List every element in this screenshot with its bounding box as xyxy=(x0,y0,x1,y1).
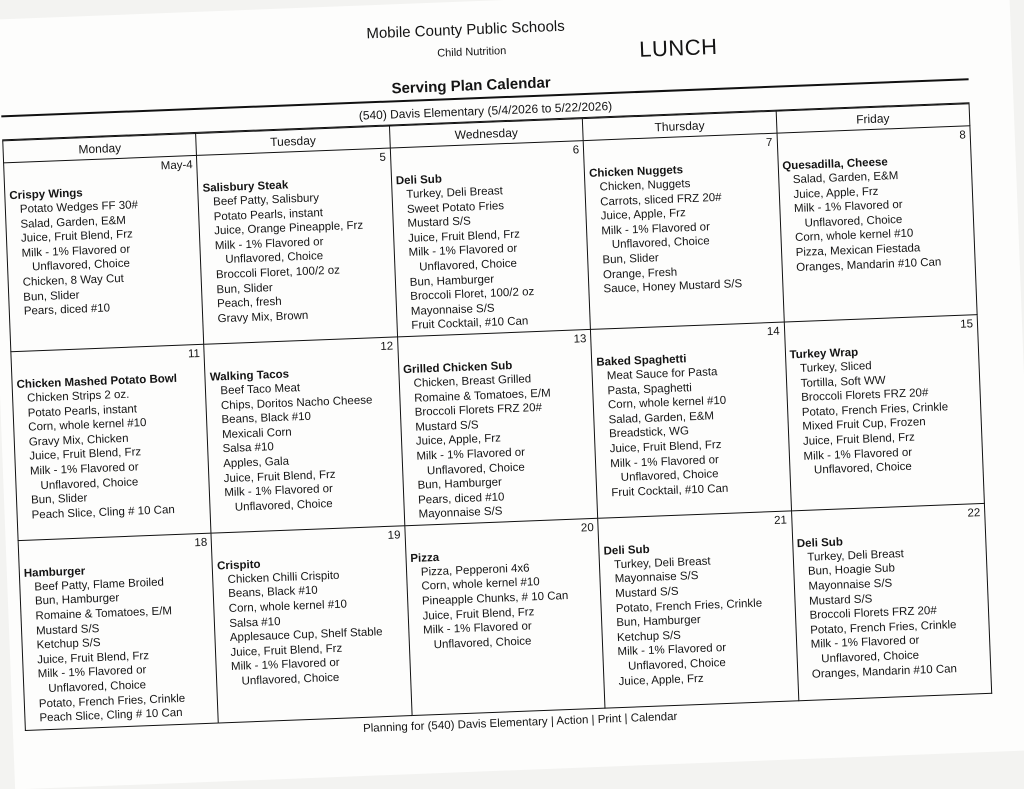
menu-item: Bun, Hamburger xyxy=(34,592,120,608)
calendar-day-cell xyxy=(405,518,606,715)
menu-item: Broccoli Floret, 100/2 oz xyxy=(215,264,341,282)
menu-item: Unflavored, Choice xyxy=(433,635,532,652)
calendar-day-cell xyxy=(791,503,992,700)
weekday-header: Friday xyxy=(776,104,970,133)
menu-item: Potato Pearls, instant xyxy=(213,206,324,223)
menu-item: Chicken Chilli Crispito xyxy=(227,569,340,586)
menu-item-list xyxy=(17,385,206,523)
menu-item: Mayonnaise S/S xyxy=(614,570,699,586)
menu-item: Unflavored, Choice xyxy=(40,475,139,492)
menu-item: Beef Patty, Salisbury xyxy=(212,192,320,209)
entree-name: Deli Sub xyxy=(796,536,844,551)
calendar-week-row xyxy=(11,315,985,541)
entree-name: Turkey Wrap xyxy=(789,346,859,362)
menu-item: Potato, French Fries, Crinkle xyxy=(801,400,949,419)
menu-item: Broccoli Floret, 100/2 oz xyxy=(410,286,535,303)
day-number: May-4 xyxy=(160,159,193,173)
menu-item: Milk - 1% Flavored or xyxy=(793,199,903,216)
calendar-table xyxy=(2,103,992,731)
menu-item: Mayonnaise S/S xyxy=(808,577,893,593)
menu-item: Milk - 1% Flavored or xyxy=(416,446,526,463)
menu-item: Milk - 1% Flavored or xyxy=(803,446,913,463)
calendar-day-cell xyxy=(4,155,205,351)
day-number: 6 xyxy=(572,144,580,157)
menu-item: Juice, Fruit Blend, Frz xyxy=(230,642,343,659)
menu-item-list xyxy=(203,189,392,327)
menu-item: Oranges, Mandarin #10 Can xyxy=(811,662,958,681)
day-number: 22 xyxy=(967,506,981,520)
menu-item: Mustard S/S xyxy=(808,592,873,608)
calendar-day-cell xyxy=(390,141,591,337)
menu-item: Unflavored, Choice xyxy=(813,460,913,477)
menu-item: Bun, Slider xyxy=(23,289,80,304)
day-number: 15 xyxy=(959,318,974,331)
meal-type: LUNCH xyxy=(638,33,718,62)
menu-item: Unflavored, Choice xyxy=(48,679,147,696)
menu-item-list xyxy=(10,196,199,320)
menu-item: Potato, French Fries, Crinkle xyxy=(38,692,186,711)
footer-text: Planning for (540) Davis Elementary | Action | Print | Calendar xyxy=(362,710,678,735)
calendar-day-cell xyxy=(197,148,398,344)
menu-item: Chips, Doritos Nacho Cheese xyxy=(220,393,373,412)
menu-item: Salad, Garden, E&M xyxy=(792,170,899,187)
menu-item: Mustard S/S xyxy=(415,419,479,434)
menu-item: Corn, whole kernel #10 xyxy=(421,576,540,594)
menu-item-list xyxy=(589,174,778,298)
menu-item: Bun, Slider xyxy=(602,252,659,267)
menu-item: Applesauce Cup, Shelf Stable xyxy=(229,626,383,645)
calendar-day-cell xyxy=(598,511,799,708)
calendar-day-cell xyxy=(204,337,405,533)
menu-item-list xyxy=(790,355,979,479)
menu-item: Bun, Hamburger xyxy=(616,614,701,630)
menu-item: Sauce, Honey Mustard S/S xyxy=(603,278,743,296)
menu-item: Bun, Slider xyxy=(216,281,273,296)
entree-name: Chicken Nuggets xyxy=(588,164,684,180)
menu-item: Unflavored, Choice xyxy=(234,497,333,514)
menu-item: Milk - 1% Flavored or xyxy=(224,483,334,500)
menu-item: Broccoli Florets FRZ 20# xyxy=(809,605,937,622)
menu-item-list xyxy=(597,363,786,501)
calendar-day-cell xyxy=(777,126,978,322)
menu-item: Pasta, Spaghetti xyxy=(607,381,693,397)
menu-item: Ketchup S/S xyxy=(36,637,101,652)
menu-item-list xyxy=(396,181,586,334)
day-number: 12 xyxy=(380,340,394,353)
menu-item: Juice, Fruit Blend, Frz xyxy=(407,228,521,245)
entree-name: Baked Spaghetti xyxy=(596,353,687,369)
calendar-day-cell xyxy=(18,533,219,730)
menu-item: Romaine & Tomatoes, E/M xyxy=(413,387,551,405)
menu-item: Beef Patty, Flame Broiled xyxy=(34,576,165,594)
menu-item: Salad, Garden, E&M xyxy=(20,214,127,231)
menu-item: Juice, Fruit Blend, Frz xyxy=(223,468,336,485)
menu-item: Unflavored, Choice xyxy=(225,250,324,267)
menu-item: Juice, Fruit Blend, Frz xyxy=(36,649,150,667)
menu-item-list xyxy=(783,166,971,275)
calendar-day-cell xyxy=(397,329,598,525)
day-number: 21 xyxy=(773,514,788,527)
menu-item: Gravy Mix, Chicken xyxy=(28,432,129,449)
menu-item: Unflavored, Choice xyxy=(241,671,340,688)
day-number: 19 xyxy=(387,529,401,542)
menu-item: Bun, Hamburger xyxy=(417,476,503,492)
menu-item: Juice, Fruit Blend, Frz xyxy=(609,438,722,456)
menu-item: Turkey, Deli Breast xyxy=(807,547,905,564)
menu-item: Milk - 1% Flavored or xyxy=(408,243,518,260)
menu-item: Pizza, Pepperoni 4x6 xyxy=(420,562,530,579)
weekday-header: Thursday xyxy=(582,111,776,140)
menu-item: Unflavored, Choice xyxy=(611,235,710,252)
department-name: Child Nutrition xyxy=(436,44,507,60)
menu-item-list xyxy=(217,566,406,690)
menu-item: Juice, Orange Pineapple, Frz xyxy=(214,219,364,238)
menu-item: Turkey, Sliced xyxy=(799,360,872,375)
menu-item: Broccoli Florets FRZ 20# xyxy=(414,401,543,419)
menu-item: Breadstick, WG xyxy=(608,425,690,441)
organization-name: Mobile County Public Schools xyxy=(366,17,566,43)
menu-item: Unflavored, Choice xyxy=(31,257,131,274)
menu-item: Oranges, Mandarin #10 Can xyxy=(796,255,942,274)
calendar-day-cell xyxy=(784,315,985,511)
menu-item: Mayonnaise S/S xyxy=(410,302,495,318)
weekday-header: Monday xyxy=(3,133,197,162)
menu-item: Fruit Cocktail, #10 Can xyxy=(411,315,529,333)
menu-item: Turkey, Deli Breast xyxy=(613,555,711,572)
menu-item: Corn, whole kernel #10 xyxy=(794,227,914,245)
menu-item: Peach Slice, Cling # 10 Can xyxy=(31,503,175,522)
weekday-header: Wednesday xyxy=(389,119,583,148)
entree-name: Deli Sub xyxy=(395,173,443,188)
menu-item: Carrots, sliced FRZ 20# xyxy=(599,191,722,209)
menu-item: Unflavored, Choice xyxy=(418,257,518,274)
menu-item: Milk - 1% Flavored or xyxy=(230,657,340,674)
calendar-day-cell xyxy=(591,322,792,518)
menu-item: Milk - 1% Flavored or xyxy=(214,235,324,253)
menu-item: Mixed Fruit Cup, Frozen xyxy=(802,416,926,434)
menu-item: Salad, Garden, E&M xyxy=(608,409,715,427)
menu-item: Mustard S/S xyxy=(35,622,100,638)
menu-item: Orange, Fresh xyxy=(602,266,678,281)
entree-name: Grilled Chicken Sub xyxy=(402,359,513,377)
menu-item: Beef Taco Meat xyxy=(220,382,301,398)
day-number: 5 xyxy=(379,151,387,164)
menu-item: Salsa #10 xyxy=(222,441,275,456)
menu-item: Pears, diced #10 xyxy=(417,491,505,507)
menu-item: Beans, Black #10 xyxy=(221,410,312,427)
page-title: Serving Plan Calendar xyxy=(391,74,551,98)
menu-item: Milk - 1% Flavored or xyxy=(601,221,711,238)
menu-item: Corn, whole kernel #10 xyxy=(607,394,727,412)
day-number: 14 xyxy=(766,325,780,339)
menu-item-list xyxy=(797,544,986,682)
menu-item: Chicken, Breast Grilled xyxy=(413,373,532,390)
menu-item: Bun, Slider xyxy=(30,492,88,507)
menu-item: Broccoli Florets FRZ 20# xyxy=(801,387,929,405)
day-number: 11 xyxy=(187,347,201,361)
menu-item: Corn, whole kernel #10 xyxy=(28,417,147,434)
calendar-day-cell xyxy=(11,344,212,540)
menu-item: Chicken, Nuggets xyxy=(599,178,691,194)
menu-item: Unflavored, Choice xyxy=(426,461,525,477)
menu-item-list xyxy=(411,559,599,654)
menu-item: Turkey, Deli Breast xyxy=(406,185,504,201)
menu-item: Romaine & Tomatoes, E/M xyxy=(35,605,173,623)
menu-item-list xyxy=(604,551,793,689)
menu-item: Milk - 1% Flavored or xyxy=(21,243,131,260)
school-date-range: (540) Davis Elementary (5/4/2026 to 5/22/2026) xyxy=(1,81,969,140)
day-number: 7 xyxy=(765,136,773,150)
menu-item: Pineapple Chunks, # 10 Can xyxy=(421,590,569,608)
menu-item: Unflavored, Choice xyxy=(821,649,920,666)
menu-item: Juice, Fruit Blend, Frz xyxy=(29,446,142,463)
calendar-day-cell xyxy=(583,133,784,329)
menu-item: Peach, fresh xyxy=(216,295,282,311)
menu-item: Milk - 1% Flavored or xyxy=(37,664,147,681)
menu-item: Pears, diced #10 xyxy=(23,302,111,318)
menu-item: Potato, French Fries, Crinkle xyxy=(615,597,763,615)
menu-item: Milk - 1% Flavored or xyxy=(610,453,720,470)
menu-item: Mustard S/S xyxy=(407,215,471,231)
menu-item: Milk - 1% Flavored or xyxy=(422,620,532,637)
menu-item: Corn, whole kernel #10 xyxy=(228,598,348,616)
menu-item-list xyxy=(24,574,214,727)
entree-name: Chicken Mashed Potato Bowl xyxy=(16,372,178,391)
menu-item: Apples, Gala xyxy=(222,455,290,471)
menu-item: Juice, Apple, Frz xyxy=(618,672,704,688)
menu-item: Salsa #10 xyxy=(229,615,281,630)
calendar-week-row xyxy=(4,126,978,352)
entree-name: Deli Sub xyxy=(603,543,650,558)
menu-item: Milk - 1% Flavored or xyxy=(617,642,727,659)
menu-item: Juice, Fruit Blend, Frz xyxy=(802,431,915,448)
day-number: 13 xyxy=(573,333,587,346)
entree-name: Walking Tacos xyxy=(209,368,290,384)
menu-item: Bun, Hoagie Sub xyxy=(807,562,896,579)
entree-name: Crispy Wings xyxy=(9,187,83,203)
menu-item: Fruit Cocktail, #10 Can xyxy=(611,482,729,499)
menu-item-list xyxy=(403,370,593,523)
entree-name: Pizza xyxy=(410,551,440,565)
menu-item: Milk - 1% Flavored or xyxy=(29,461,139,478)
menu-item: Mayonnaise S/S xyxy=(418,505,503,521)
menu-item: Unflavored, Choice xyxy=(627,657,727,673)
day-number: 8 xyxy=(959,129,966,142)
entree-name: Salisbury Steak xyxy=(202,179,289,195)
calendar-day-cell xyxy=(211,526,412,723)
menu-item: Potato Pearls, instant xyxy=(27,402,138,420)
menu-item: Mexicali Corn xyxy=(221,426,292,441)
entree-name: Crispito xyxy=(216,558,261,573)
menu-item: Tortilla, Soft WW xyxy=(800,374,886,390)
day-number: 18 xyxy=(194,536,208,550)
menu-item: Juice, Apple, Frz xyxy=(600,207,686,223)
menu-item: Potato Wedges FF 30# xyxy=(19,199,139,216)
menu-item: Unflavored, Choice xyxy=(620,468,719,484)
menu-item: Gravy Mix, Brown xyxy=(217,309,309,325)
menu-item: Bun, Hamburger xyxy=(409,273,495,289)
menu-item: Juice, Fruit Blend, Frz xyxy=(20,228,134,245)
menu-item: Juice, Fruit Blend, Frz xyxy=(422,605,535,623)
menu-item: Potato, French Fries, Crinkle xyxy=(809,618,957,637)
menu-item: Beans, Black #10 xyxy=(227,585,318,601)
entree-name: Quesadilla, Cheese xyxy=(782,156,888,173)
menu-item: Meat Sauce for Pasta xyxy=(606,366,718,383)
menu-item: Chicken Strips 2 oz. xyxy=(26,388,130,405)
day-number: 20 xyxy=(580,521,594,535)
menu-item: Mustard S/S xyxy=(615,585,679,601)
menu-item: Juice, Apple, Frz xyxy=(415,432,502,449)
menu-item: Pizza, Mexican Fiestada xyxy=(795,242,921,259)
calendar-week-row xyxy=(18,503,992,730)
menu-item: Milk - 1% Flavored or xyxy=(810,634,920,652)
entree-name: Hamburger xyxy=(23,565,86,580)
menu-item: Peach Slice, Cling # 10 Can xyxy=(39,707,183,725)
menu-item-list xyxy=(210,377,399,515)
menu-item: Sweet Potato Fries xyxy=(406,199,505,216)
menu-item: Chicken, 8 Way Cut xyxy=(22,272,125,289)
weekday-header: Tuesday xyxy=(196,126,390,155)
menu-item: Juice, Apple, Frz xyxy=(793,185,879,201)
menu-item: Unflavored, Choice xyxy=(804,213,903,230)
menu-item: Ketchup S/S xyxy=(616,629,682,644)
